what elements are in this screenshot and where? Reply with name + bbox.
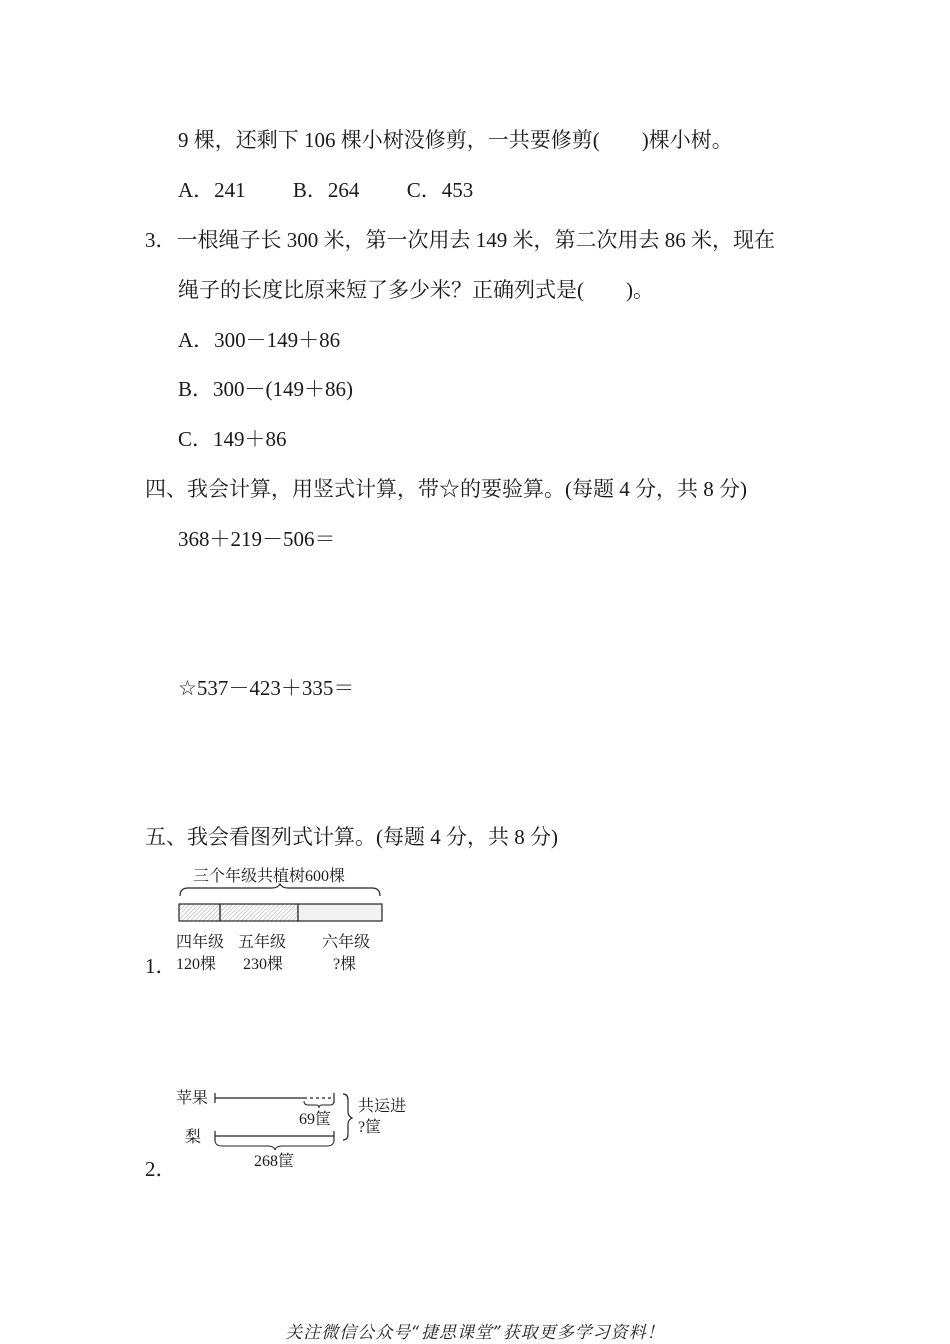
p1-grade4-label: 四年级 bbox=[176, 934, 225, 951]
q2-option-c[interactable]: C．453 bbox=[406, 178, 474, 202]
p2-apple-label: 苹果 bbox=[176, 1090, 209, 1107]
p1-grade6-label: 六年级 bbox=[322, 934, 371, 951]
p1-grade6-count: ?棵 bbox=[333, 956, 357, 973]
p1-segment-grade6 bbox=[298, 904, 382, 921]
p1-total-label: 三个年级共植树600棵 bbox=[193, 868, 346, 885]
p2-right-brace bbox=[343, 1094, 352, 1140]
q2-text-line: 9 棵，还剩下 106 棵小树没修剪，一共要修剪( )棵小树。 bbox=[178, 128, 733, 152]
p1-bar-diagram bbox=[176, 884, 386, 934]
p1-segment-grade5 bbox=[220, 904, 298, 921]
p2-brace-line1: 共运进 bbox=[358, 1098, 407, 1115]
p1-top-brace bbox=[180, 884, 380, 896]
p2-brace-line2: ?筐 bbox=[358, 1119, 382, 1136]
section4-problem2: ☆537－423＋335＝ bbox=[178, 676, 355, 700]
p1-grade5-count: 230棵 bbox=[243, 956, 284, 973]
p1-grade4-count: 120棵 bbox=[176, 956, 217, 973]
p2-pear-label: 梨 bbox=[185, 1129, 202, 1146]
p1-segment-grade4 bbox=[179, 904, 220, 921]
p2-number: 2． bbox=[145, 1157, 177, 1181]
p1-grade5-label: 五年级 bbox=[238, 934, 287, 951]
p2-pear-total: 268筐 bbox=[254, 1153, 295, 1170]
footer-promo: 关注微信公众号“捷思课堂”获取更多学习资料！ bbox=[285, 1323, 665, 1343]
q3-line2: 绳子的长度比原来短了多少米？正确列式是( )。 bbox=[178, 278, 654, 302]
q2-option-a[interactable]: A．241 bbox=[178, 178, 246, 202]
q2-option-b[interactable]: B．264 bbox=[292, 178, 360, 202]
p2-diff-label: 69筐 bbox=[299, 1111, 332, 1128]
q3-line1: 3．一根绳子长 300 米，第一次用去 149 米，第二次用去 86 米，现在 bbox=[145, 228, 775, 252]
p1-number: 1． bbox=[145, 954, 177, 978]
q3-option-a[interactable]: A．300－149＋86 bbox=[178, 328, 341, 352]
section4-problem1: 368＋219－506＝ bbox=[178, 527, 336, 551]
q3-option-b[interactable]: B．300－(149＋86) bbox=[178, 377, 353, 401]
section5-heading: 五、我会看图列式计算。(每题 4 分，共 8 分) bbox=[145, 825, 558, 849]
p2-bottom-brace bbox=[215, 1140, 334, 1150]
q3-option-c[interactable]: C．149＋86 bbox=[178, 427, 287, 451]
q2-options bbox=[178, 176, 515, 204]
p2-diff-brace bbox=[304, 1101, 334, 1108]
section4-heading: 四、我会计算，用竖式计算，带☆的要验算。(每题 4 分，共 8 分) bbox=[145, 477, 747, 501]
